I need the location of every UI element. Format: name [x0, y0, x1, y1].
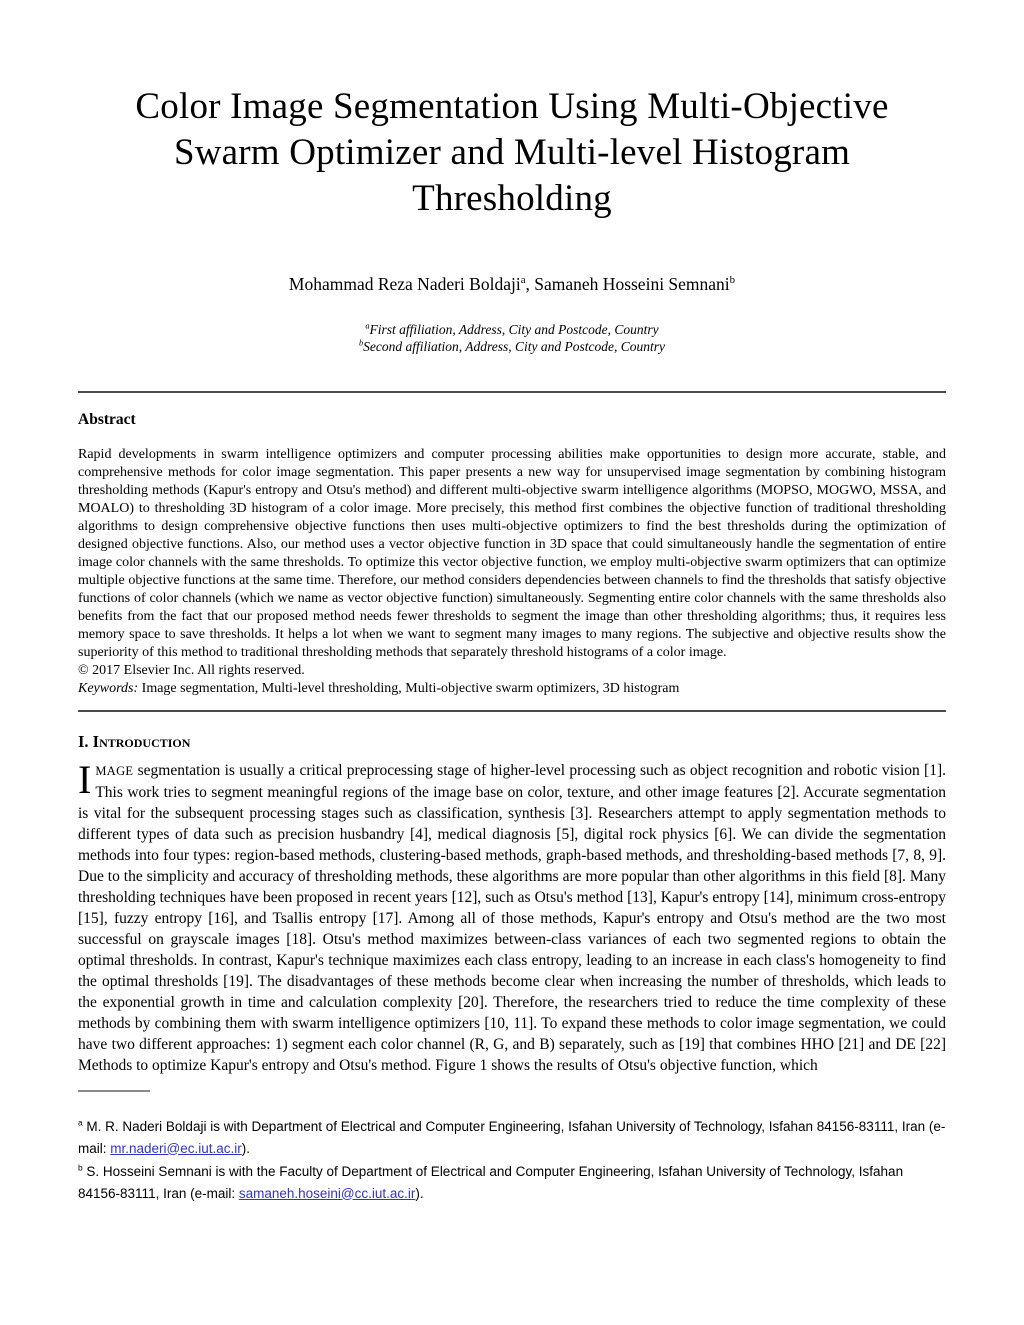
paper-title-line-2: Swarm Optimizer and Multi-level Histogram — [173, 132, 851, 173]
footnote-b-suffix: ). — [415, 1185, 424, 1201]
author-separator: , — [525, 274, 535, 294]
affiliation-2-mark: b — [358, 338, 364, 348]
footnotes — [78, 1116, 946, 1204]
author-2-affiliation-mark: b — [729, 274, 736, 287]
affiliation-1-text: First affiliation, Address, City and Postcode, Country — [369, 322, 659, 337]
affiliations — [78, 321, 946, 355]
affiliation-2-text: Second affiliation, Address, City and Postcode, Country — [363, 339, 666, 354]
introduction-lead-word: MAGE — [95, 764, 134, 778]
keywords-line — [78, 680, 946, 698]
introduction-heading-number: I. — [78, 732, 93, 751]
affiliation-1 — [78, 321, 946, 338]
author-2: Samaneh Hosseini Semnani — [534, 274, 730, 294]
abstract-heading: Abstract — [78, 411, 136, 428]
introduction-paragraph — [78, 757, 946, 1076]
section-divider — [78, 710, 946, 712]
abstract-top-divider — [78, 391, 946, 393]
author-line — [78, 274, 946, 295]
keywords-label: Keywords: — [78, 681, 139, 696]
affiliation-1-mark: a — [365, 321, 370, 331]
abstract-text — [78, 446, 946, 698]
dropcap-letter: I — [78, 757, 92, 802]
paper-title-line-1: Color Image Segmentation Using Multi-Objective — [135, 86, 889, 127]
footnote-a-mark: a — [78, 1117, 83, 1128]
introduction-heading-text: Introduction — [92, 732, 191, 751]
keywords-text: Image segmentation, Multi-level thresholding, Multi-objective swarm optimizers, 3D histogram — [138, 681, 680, 696]
footnote-b-email-link[interactable]: samaneh.hoseini@cc.iut.ac.ir — [238, 1185, 416, 1201]
footnote-divider — [78, 1090, 150, 1092]
copyright-line: © 2017 Elsevier Inc. All rights reserved. — [78, 663, 305, 678]
footnote-b — [78, 1161, 946, 1204]
affiliation-2 — [78, 338, 946, 355]
introduction-text: segmentation is usually a critical preprocessing stage of higher-level processing such as object recognition and robotic vision [1]. This work tries to segment meaningful regions of the image base on color, texture, and other image features [2]. Accurate segmentation is vital for the subsequent processing stages such as classification, synthesis [3]. Researchers attempt to apply segmentation methods to different types of data such as precision husbandry [4], medical diagnosis [5], digital rock physics [6]. We can divide the segmentation methods into four types: region-based methods, clustering-based methods, graph-based methods, and thresholding-based methods [7, 8, 9]. Due to the simplicity and accuracy of thresholding methods, these algorithms are more popular than other algorithms in this field [8]. Many thresholding techniques have been proposed in recent years [12], such as Otsu's method [13], Kapur's entropy [14], minimum cross-entropy [15], fuzzy entropy [16], and Tsallis entropy [17]. Among all of those methods, Kapur's entropy and Otsu's method are the two most successful on grayscale images [18]. Otsu's method maximizes between-class variances of each two segmented regions to obtain the optimal thresholds. In contrast, Kapur's technique maximizes each class entropy, leading to an increase in each class's homogeneity to find the optimal thresholds [19]. The disadvantages of these methods become clear when increasing the number of thresholds, which leads to the exponential growth in time and calculation complexity [20]. Therefore, the researchers tried to reduce the time complexity of these methods by combining them with swarm intelligence optimizers [10, 11]. To expand these methods to color image segmentation, we could have two different approaches: 1) segment each color channel (R, G, and B) separately, such as [19] that combines HHO [21] and DE [22] Methods to optimize Kapur's entropy and Otsu's method. Figure 1 shows the results of Otsu's objective function, which — [78, 762, 946, 1074]
author-1: Mohammad Reza Naderi Boldaji — [288, 274, 521, 294]
paper-title — [78, 0, 946, 222]
abstract-paragraph: Rapid developments in swarm intelligence optimizers and computer processing abilities make opportunities to design more accurate, stable, and comprehensive methods for color image segmentation. This paper presents a new way for unsupervised image segmentation by combining histogram thresholding methods (Kapur's entropy and Otsu's method) and different multi-objective swarm intelligence algorithms (MOPSO, MOGWO, MSSA, and MOALO) to thresholding 3D histogram of a color image. More precisely, this method first combines the objective function of traditional thresholding algorithms to design comprehensive objective functions then uses multi-objective optimizers to find the best thresholds during the optimization of designed objective functions. Also, our method uses a vector objective function in 3D space that could simultaneously handle the segmentation of entire image color channels with the same thresholds. To optimize this vector objective function, we employ multi-objective swarm optimizers that can optimize multiple objective functions at the same time. Therefore, our method considers dependencies between channels to find the thresholds that satisfy objective functions of color channels (which we name as vector objective function) simultaneously. Segmenting entire color channels with the same thresholds also benefits from the fact that our proposed method needs fewer thresholds to segment the image than other thresholding algorithms; thus, it requires less memory space to save thresholds. It helps a lot when we want to segment many images to many regions. The subjective and objective results show the superiority of this method to traditional thresholding methods that separately threshold histograms of a color image. — [78, 447, 946, 660]
paper-title-line-3: Thresholding — [412, 178, 612, 219]
page-body — [78, 0, 946, 1204]
author-1-affiliation-mark: a — [520, 274, 526, 287]
footnote-a-text: M. R. Naderi Boldaji is with Department of Electrical and Computer Engineering, Isfahan University of Technology, Isfahan 84156-83111, Iran (e-mail: — [78, 1119, 946, 1156]
footnote-b-text: S. Hosseini Semnani is with the Faculty of Department of Electrical and Computer Engineering, Isfahan University of Technology, Isfahan 84156-83111, Iran (e-mail: — [78, 1164, 904, 1201]
footnote-a — [78, 1116, 946, 1159]
introduction-heading — [78, 732, 946, 752]
footnote-b-mark: b — [78, 1162, 83, 1173]
footnote-a-email-link[interactable]: mr.naderi@ec.iut.ac.ir — [110, 1140, 242, 1156]
footnote-a-suffix: ). — [241, 1140, 251, 1156]
